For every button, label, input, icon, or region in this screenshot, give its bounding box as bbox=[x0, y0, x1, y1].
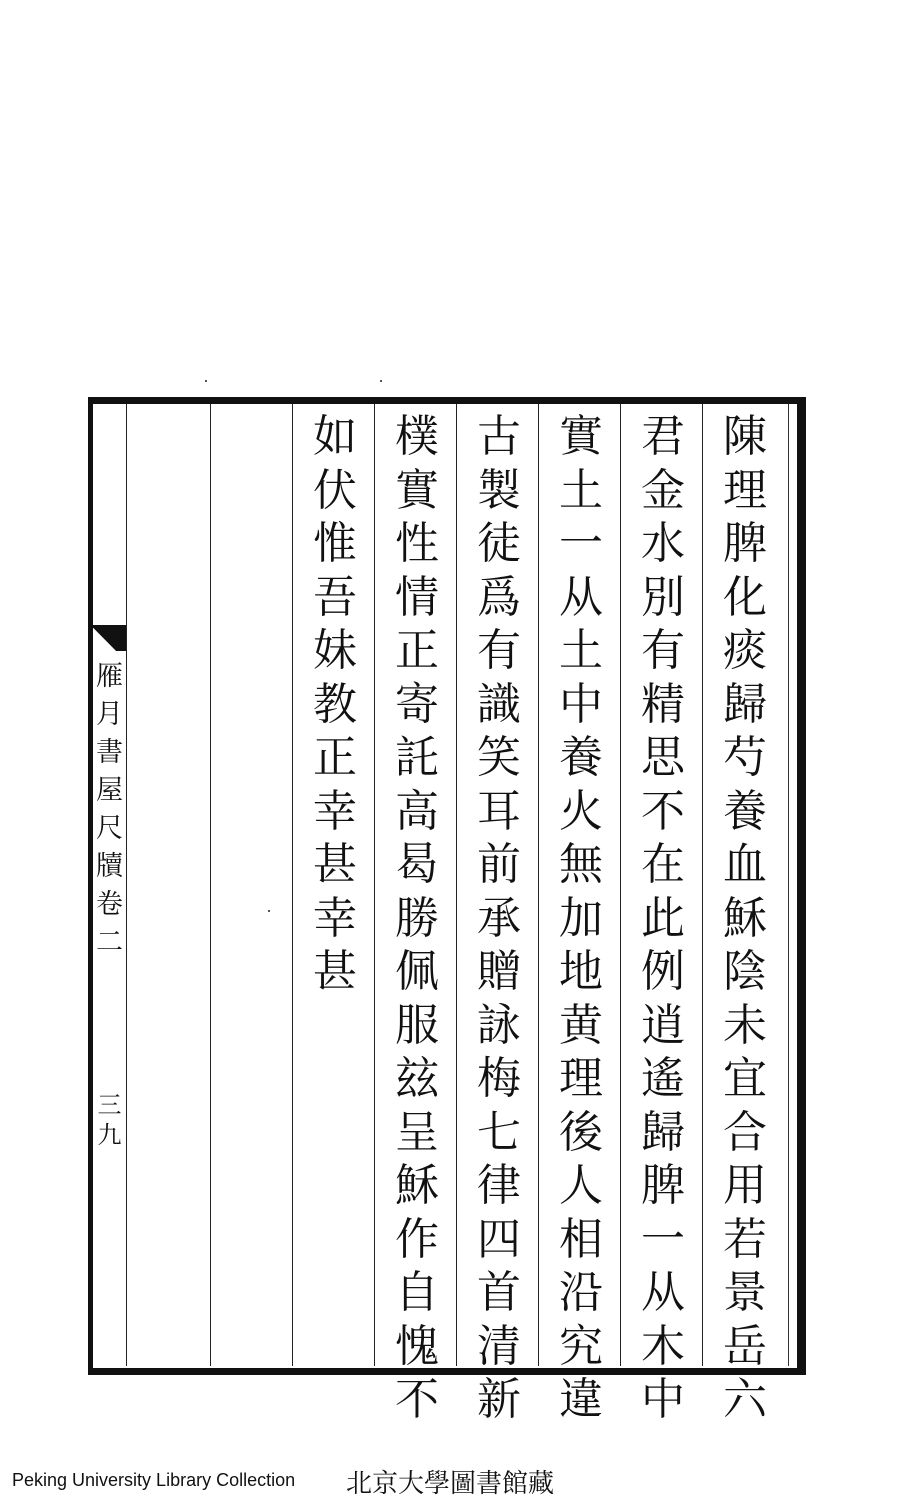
character: 託 bbox=[395, 732, 439, 783]
character: 例 bbox=[641, 946, 685, 997]
character: 九 bbox=[97, 1121, 122, 1149]
footer-chinese: 北京大學圖書館藏 bbox=[346, 1469, 555, 1499]
character: 尺 bbox=[96, 813, 123, 844]
scan-speck bbox=[268, 910, 270, 912]
character: 高 bbox=[395, 785, 439, 837]
margin-divider bbox=[126, 404, 127, 1366]
character: 玆 bbox=[395, 1053, 439, 1104]
character: 痰 bbox=[723, 625, 767, 676]
character: 笑 bbox=[477, 732, 521, 783]
character: 寄 bbox=[395, 678, 439, 730]
character: 養 bbox=[723, 785, 767, 837]
character: 金 bbox=[641, 464, 685, 516]
character: 耳 bbox=[477, 785, 521, 837]
text-column-5 bbox=[381, 410, 453, 1427]
character: 在 bbox=[641, 839, 685, 890]
character: 合 bbox=[723, 1106, 767, 1158]
character: 六 bbox=[723, 1374, 767, 1425]
character: 芍 bbox=[723, 732, 767, 783]
character: 地 bbox=[559, 946, 603, 997]
character: 木 bbox=[641, 1320, 685, 1372]
character: 正 bbox=[395, 625, 439, 676]
scan-speck bbox=[380, 380, 382, 382]
character: 宜 bbox=[723, 1053, 767, 1104]
character: 正 bbox=[313, 732, 357, 783]
character: 化 bbox=[723, 571, 767, 623]
text-column-3 bbox=[545, 410, 617, 1427]
character: 幸 bbox=[313, 892, 357, 944]
character: 七 bbox=[477, 1106, 521, 1158]
column-rule bbox=[292, 404, 293, 1366]
character: 中 bbox=[559, 678, 603, 730]
character: 如 bbox=[313, 411, 357, 462]
character: 古 bbox=[477, 411, 521, 462]
character: 詠 bbox=[477, 999, 521, 1051]
character: 幸 bbox=[313, 785, 357, 837]
inner-right-rule bbox=[788, 404, 789, 1366]
character: 未 bbox=[723, 999, 767, 1051]
character: 伏 bbox=[313, 464, 357, 516]
character: 首 bbox=[477, 1267, 521, 1318]
character: 中 bbox=[641, 1374, 685, 1425]
character: 有 bbox=[477, 625, 521, 676]
character: 理 bbox=[559, 1053, 603, 1104]
column-rule bbox=[456, 404, 457, 1366]
character: 呈 bbox=[395, 1106, 439, 1158]
character: 梅 bbox=[477, 1053, 521, 1104]
character: 後 bbox=[559, 1106, 603, 1158]
character: 清 bbox=[477, 1320, 521, 1372]
character: 穌 bbox=[723, 892, 767, 944]
character: 歸 bbox=[723, 678, 767, 730]
footer-english: Peking University Library Collection bbox=[12, 1470, 296, 1490]
character: 三 bbox=[97, 1091, 122, 1119]
character: 承 bbox=[477, 892, 521, 944]
character: 贈 bbox=[477, 946, 521, 997]
character: 月 bbox=[96, 699, 123, 730]
character: 妹 bbox=[313, 625, 357, 676]
character: 陳 bbox=[723, 411, 767, 462]
text-column-6 bbox=[299, 410, 371, 999]
character: 爲 bbox=[477, 571, 521, 623]
character: 服 bbox=[395, 999, 439, 1051]
character: 不 bbox=[641, 785, 685, 837]
character: 違 bbox=[559, 1374, 603, 1425]
character: 从 bbox=[559, 571, 603, 623]
character: 岳 bbox=[723, 1320, 767, 1372]
character: 養 bbox=[559, 732, 603, 783]
character: 律 bbox=[477, 1160, 521, 1211]
margin-folio bbox=[93, 1090, 126, 1150]
character: 愧 bbox=[395, 1320, 439, 1372]
character: 用 bbox=[723, 1160, 767, 1211]
character: 脾 bbox=[723, 518, 767, 569]
character: 此 bbox=[641, 892, 685, 944]
character: 徒 bbox=[477, 518, 521, 569]
character: 穌 bbox=[395, 1160, 439, 1211]
character: 一 bbox=[559, 518, 603, 569]
character: 雁 bbox=[96, 661, 123, 692]
character: 究 bbox=[559, 1320, 603, 1372]
character: 脾 bbox=[641, 1160, 685, 1211]
character: 別 bbox=[641, 571, 685, 623]
character: 惟 bbox=[313, 518, 357, 569]
column-rule bbox=[210, 404, 211, 1366]
character: 水 bbox=[641, 518, 685, 569]
character: 甚 bbox=[313, 946, 357, 997]
character: 一 bbox=[641, 1213, 685, 1265]
column-rule bbox=[538, 404, 539, 1366]
character: 佩 bbox=[395, 946, 439, 997]
character: 牘 bbox=[96, 851, 123, 882]
character: 前 bbox=[477, 839, 521, 890]
character: 新 bbox=[477, 1374, 521, 1425]
character: 教 bbox=[313, 678, 357, 730]
character: 實 bbox=[395, 464, 439, 516]
character: 二 bbox=[96, 927, 123, 958]
character: 書 bbox=[96, 737, 123, 768]
character: 四 bbox=[477, 1213, 521, 1265]
character: 作 bbox=[395, 1213, 439, 1265]
character: 土 bbox=[559, 625, 603, 676]
character: 若 bbox=[723, 1213, 767, 1265]
character: 勝 bbox=[395, 892, 439, 944]
character: 屋 bbox=[96, 775, 123, 806]
character: 遙 bbox=[641, 1053, 685, 1104]
character: 土 bbox=[559, 464, 603, 516]
column-rule bbox=[374, 404, 375, 1366]
character: 加 bbox=[559, 892, 603, 944]
character: 自 bbox=[395, 1267, 439, 1318]
character: 無 bbox=[559, 839, 603, 890]
character: 吾 bbox=[313, 571, 357, 623]
character: 性 bbox=[395, 518, 439, 569]
character: 實 bbox=[559, 411, 603, 462]
character: 歸 bbox=[641, 1106, 685, 1158]
column-rule bbox=[620, 404, 621, 1366]
text-column-2 bbox=[627, 410, 699, 1427]
column-rule bbox=[702, 404, 703, 1366]
character: 相 bbox=[559, 1213, 603, 1265]
text-column-4 bbox=[463, 410, 535, 1427]
character: 識 bbox=[477, 678, 521, 730]
character: 不 bbox=[395, 1374, 439, 1425]
character: 人 bbox=[559, 1160, 603, 1211]
text-column-1 bbox=[709, 410, 781, 1427]
character: 樸 bbox=[395, 411, 439, 462]
margin-title bbox=[93, 658, 126, 962]
character: 黄 bbox=[559, 999, 603, 1051]
character: 卷 bbox=[96, 889, 123, 920]
character: 甚 bbox=[313, 839, 357, 890]
character: 逍 bbox=[641, 999, 685, 1051]
character: 血 bbox=[723, 839, 767, 890]
character: 君 bbox=[641, 411, 685, 462]
character: 思 bbox=[641, 732, 685, 783]
character: 景 bbox=[723, 1267, 767, 1318]
character: 情 bbox=[395, 571, 439, 623]
character: 从 bbox=[641, 1267, 685, 1318]
scan-speck bbox=[205, 380, 207, 382]
character: 沿 bbox=[559, 1267, 603, 1318]
character: 製 bbox=[477, 464, 521, 516]
character: 有 bbox=[641, 625, 685, 676]
character: 理 bbox=[723, 464, 767, 516]
character: 火 bbox=[559, 785, 603, 837]
character: 陰 bbox=[723, 946, 767, 997]
character: 精 bbox=[641, 678, 685, 730]
character: 曷 bbox=[395, 839, 439, 890]
